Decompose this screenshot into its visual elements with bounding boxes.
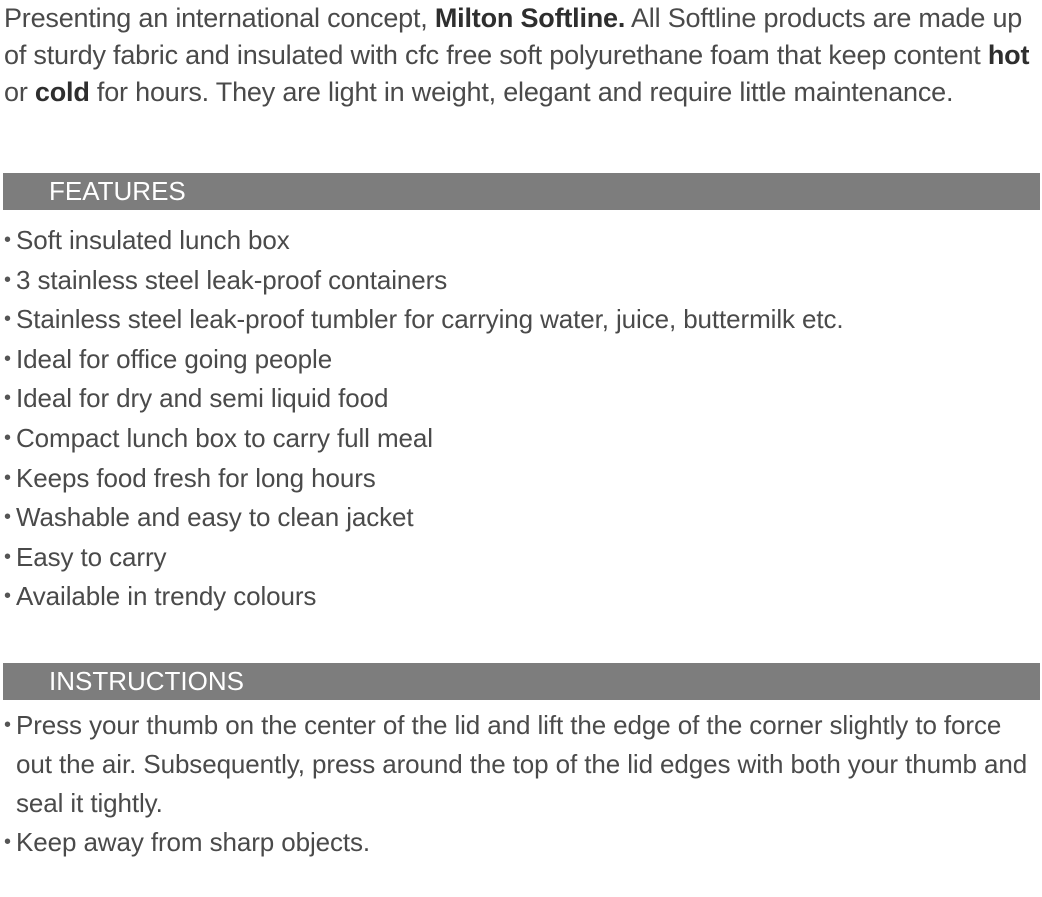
- feature-item: [4, 340, 1036, 380]
- instruction-item: [4, 823, 1036, 862]
- bullet-icon: •: [4, 466, 11, 489]
- feature-text: Compact lunch box to carry full meal: [16, 422, 433, 453]
- brand-name: Milton Softline.: [434, 3, 626, 33]
- feature-text: Ideal for dry and semi liquid food: [16, 383, 389, 414]
- feature-text: Washable and easy to clean jacket: [16, 502, 414, 533]
- features-heading: FEATURES: [3, 173, 1040, 210]
- instruction-text: Press your thumb on the center of the lid and lift the edge of the corner slightly to force out the air. Subsequently, press around the top of the lid edges with both your thumb and seal it tightly.: [16, 709, 1028, 818]
- feature-text: Soft insulated lunch box: [16, 225, 290, 255]
- feature-item: [4, 419, 1036, 459]
- hot-word: hot: [987, 40, 1030, 70]
- bullet-icon: •: [4, 268, 11, 291]
- bullet-icon: •: [4, 545, 11, 568]
- intro-text-1: Presenting an international concept,: [4, 3, 435, 33]
- feature-item: [4, 379, 1036, 419]
- intro-text-2: All Softline products are made up of sturdy fabric and insulated with cfc free soft polyurethane foam that keep content: [4, 3, 1023, 70]
- bullet-icon: •: [4, 830, 11, 853]
- feature-item: [4, 498, 1036, 538]
- bullet-icon: •: [4, 506, 11, 529]
- intro-text-or: or: [4, 77, 35, 107]
- feature-text: Available in trendy colours: [16, 581, 317, 612]
- intro-paragraph: [4, 0, 1036, 111]
- bullet-icon: •: [4, 387, 11, 410]
- intro-text-3: for hours. They are light in weight, elegant and require little maintenance.: [89, 77, 954, 107]
- feature-text: Stainless steel leak-proof tumbler for carrying water, juice, buttermilk etc.: [16, 304, 844, 335]
- feature-item: [4, 221, 1036, 261]
- features-list: [4, 221, 1036, 617]
- instruction-text: Keep away from sharp objects.: [16, 826, 371, 857]
- feature-text: 3 stainless steel leak-proof containers: [16, 264, 448, 295]
- bullet-icon: •: [4, 585, 11, 608]
- feature-text: Keeps food fresh for long hours: [16, 462, 376, 493]
- bullet-icon: •: [4, 229, 11, 251]
- feature-text: Ideal for office going people: [16, 343, 333, 374]
- feature-item: [4, 261, 1036, 301]
- bullet-icon: •: [4, 347, 11, 370]
- feature-item: [4, 577, 1036, 617]
- bullet-icon: •: [4, 308, 11, 331]
- feature-item: [4, 538, 1036, 578]
- instructions-heading: INSTRUCTIONS: [3, 663, 1040, 700]
- bullet-icon: •: [4, 713, 11, 736]
- feature-text: Easy to carry: [16, 541, 167, 572]
- feature-item: [4, 300, 1036, 340]
- bullet-icon: •: [4, 426, 11, 449]
- instructions-list: [4, 706, 1036, 862]
- feature-item: [4, 459, 1036, 499]
- instruction-item: [4, 706, 1036, 823]
- cold-word: cold: [34, 77, 90, 107]
